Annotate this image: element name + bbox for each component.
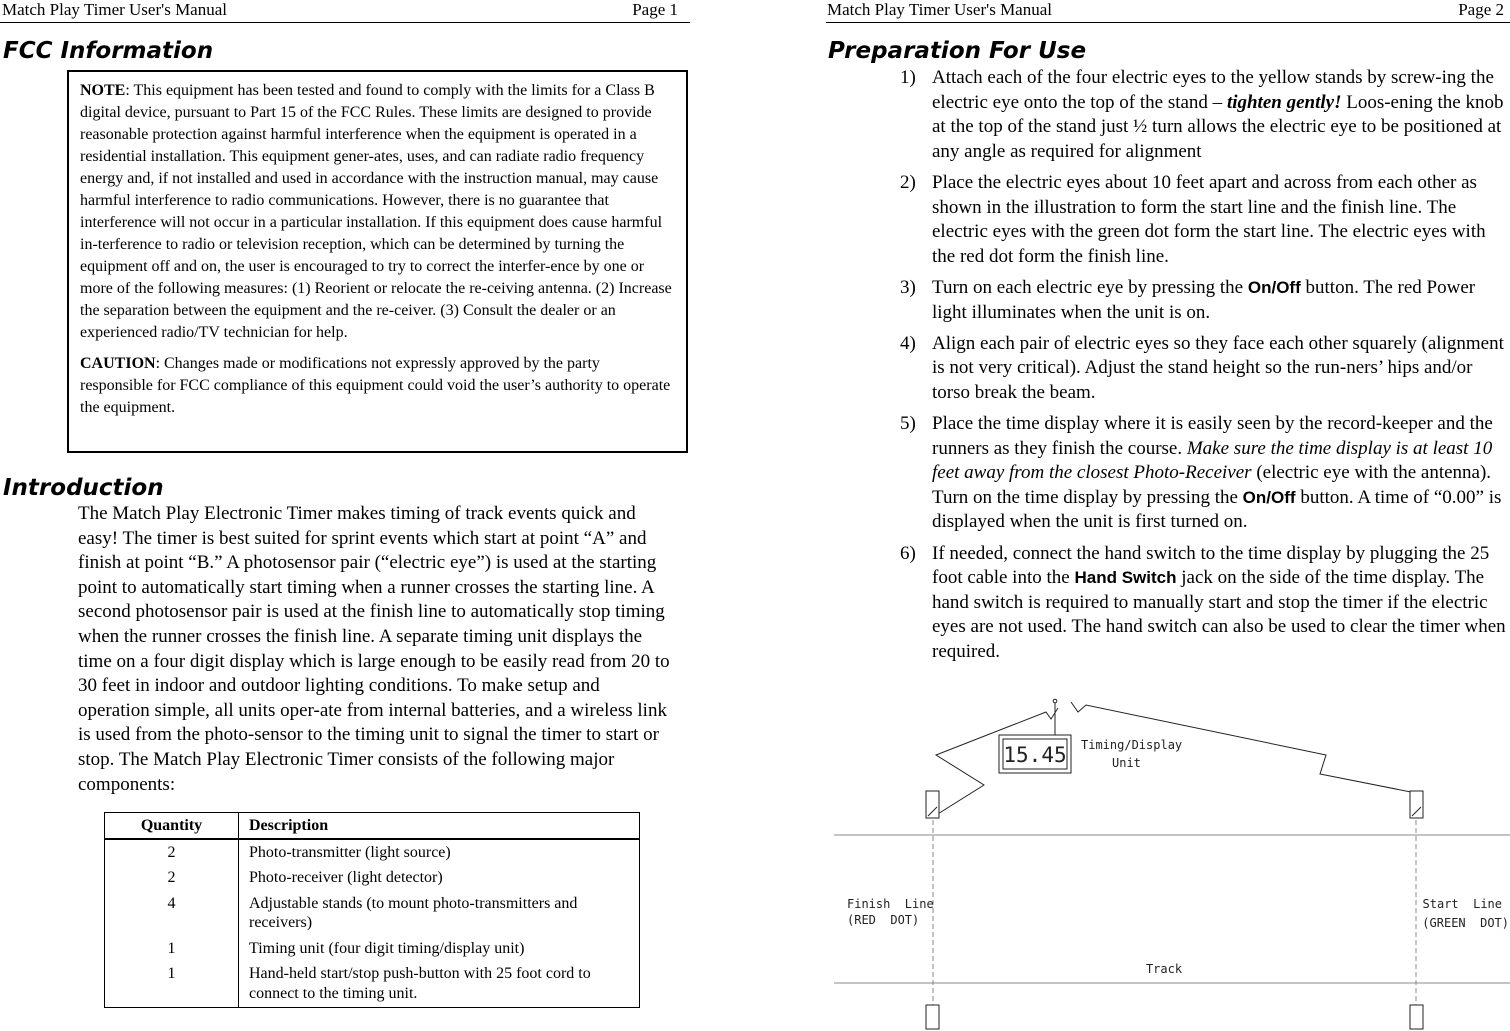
start-line-label: Start Line [1422,897,1502,911]
antenna-tip-icon [1053,699,1057,703]
step-text: Place the time display where it is easily seen by the record-keeper and the runners as they finish the course. [932,413,1493,459]
hand-switch-label: Hand Switch [1074,568,1177,588]
preparation-heading: Preparation For Use [828,38,1087,64]
table-row [105,963,640,1008]
step-text: Attach each of the four electric eyes to the yellow stands by screw-ing the electric eye onto the top of the stand – [932,67,1494,113]
page-1 [0,0,690,1031]
caution-text: : Changes made or modifications not expressly approved by the party responsible for FCC compliance of this equipment could void the user’s authority to operate the equipment. [80,355,671,416]
page-number: Page 2 [1458,0,1504,19]
timing-unit-label: Timing/Display [1081,738,1183,752]
page-header [826,0,1510,23]
table-row [105,893,640,938]
note-label: NOTE [80,82,126,99]
step-number: 6) [900,542,916,564]
display-value: 15.45 [1003,743,1067,767]
components-table [104,812,640,1008]
header-title: Match Play Timer User's Manual [2,0,227,19]
table-row [105,938,640,964]
track-setup-diagram [826,690,1510,1031]
list-item [898,542,1510,665]
page-2 [826,0,1510,1031]
step-text: Align each pair of electric eyes so they face each other squarely (alignment is not very critical). Adjust the stand height so the run-ners’ hips and/or torso break the beam. [932,332,1504,403]
list-item [898,171,1510,269]
quantity-cell: 1 [105,938,239,964]
step-emphasis: tighten gently! [1226,91,1342,113]
step-text: Turn on each electric eye by pressing the [932,276,1248,298]
description-cell: Adjustable stands (to mount photo-transmitters and receivers) [249,894,578,931]
step-text: jack on the side of the time display. The hand switch is required to manually start and stop the timer if the electric eyes are not used. The hand switch can also be used to clear the timer when required. [932,567,1506,663]
step-text: Loos-ening the knob at the top of the stand just ½ turn allows the electric eye to be positioned at any angle as required for alignment [932,91,1504,162]
step-number: 3) [900,276,916,298]
header-title: Match Play Timer User's Manual [827,0,1052,19]
table-header-row [105,813,640,839]
setup-steps-list [898,66,1510,671]
description-header: Description [239,813,640,839]
intro-paragraph: The Match Play Electronic Timer makes timing of track events quick and easy! The timer is best suited for sprint events which start at point “A” and finish at point “B.” A photosensor pair (“electric eye”) is used at the starting point to automatically start timing when a runner crosses the starting line. A second photosensor pair is used at the finish line to automatically stop timing when the runner crosses the finish line. A separate timing unit displays the time on a four digit display which is large enough to be easily read from 20 to 30 feet in indoor and outdoor lighting conditions. To make setup and operation simple, all units oper-ate from internal batteries, and a wireless link is used from the photo-sensor to the timing unit to signal the timer to start or stop. The Match Play Electronic Timer consists of the following major components: [78,503,670,795]
timing-unit-label-2: Unit [1112,756,1141,770]
description-cell: Hand-held start/stop push-button with 25 foot cord to connect to the timing unit. [249,965,591,1002]
step-number: 4) [900,332,916,354]
finish-line-dot-label: (RED DOT) [847,913,920,927]
page-number: Page 1 [632,0,678,19]
caution-label: CAUTION [80,355,156,372]
start-line-dot-label: (GREEN DOT) [1422,916,1509,930]
start-photo-transmitter [1410,1005,1423,1029]
quantity-header: Quantity [105,813,239,839]
quantity-cell: 4 [105,893,239,938]
fcc-note [80,80,676,344]
list-item [898,332,1510,406]
quantity-cell: 2 [105,839,239,868]
step-number: 1) [900,67,916,88]
finish-photo-receiver [926,791,939,818]
step-number: 2) [900,171,916,193]
on-off-button-label: On/Off [1247,277,1301,297]
description-cell: Timing unit (four digit timing/display unit) [249,939,525,957]
step-text: (electric eye with the antenna). Turn on the time display by pressing the [932,462,1492,508]
start-photo-receiver [1410,791,1423,818]
page-header [0,0,690,23]
finish-photo-transmitter [926,1005,939,1029]
fcc-caution [80,353,676,419]
step-text: button. A time of “0.00” is displayed when the unit is first turned on. [932,486,1502,533]
list-item [898,66,1510,164]
description-cell: Photo-transmitter (light source) [249,843,451,861]
track-label: Track [1145,962,1183,976]
description-cell: Photo-receiver (light detector) [249,869,443,886]
list-item [898,276,1510,325]
quantity-cell: 1 [105,963,239,1008]
step-number: 5) [900,413,916,435]
table-row [105,867,640,893]
list-item [898,412,1510,535]
fcc-heading: FCC Information [3,38,214,64]
quantity-cell: 2 [105,867,239,893]
table-row [105,839,640,868]
step-text: If needed, connect the hand switch to the time display by plugging the 25 foot cable into the [932,542,1490,589]
finish-line-label: Finish Line [847,897,934,911]
step-emphasis: Make sure the time display is at least 10 feet away from the closest Photo-Receiver [932,437,1493,484]
step-text: Place the electric eyes about 10 feet apart and across from each other as shown in the illustration to form the start line and the finish line. The electric eyes with the green dot form the start line. The electric eyes with the red dot form the finish line. [932,171,1486,267]
step-text: button. The red Power light illuminates when the unit is on. [932,276,1476,323]
fcc-notice-box [67,70,688,453]
note-text: : This equipment has been tested and found to comply with the limits for a Class B digital device, pursuant to Part 15 of the FCC Rules. These limits are designed to provide reasonable protection against harmful interference when the equipment is operated in a residential installation. This equipment gener-ates, uses, and can radiate radio frequency energy and, if not installed and used in accordance with the instruction manual, may cause harmful interference to radio communications. However, there is no guarantee that interference will not occur in a particular installation. If this equipment does cause harmful in-terference to radio or television reception, which can be determined by turning the equipment off and on, the user is encouraged to try to correct the interfer-ence by one or more of the following measures: (1) Reorient or relocate the re-ceiving antenna. (2) Increase the separation between the equipment and the re-ceiver. (3) Consult the dealer or an experienced radio/TV technician for help. [80,82,672,341]
intro-heading: Introduction [3,475,164,501]
on-off-button-label: On/Off [1242,487,1296,507]
